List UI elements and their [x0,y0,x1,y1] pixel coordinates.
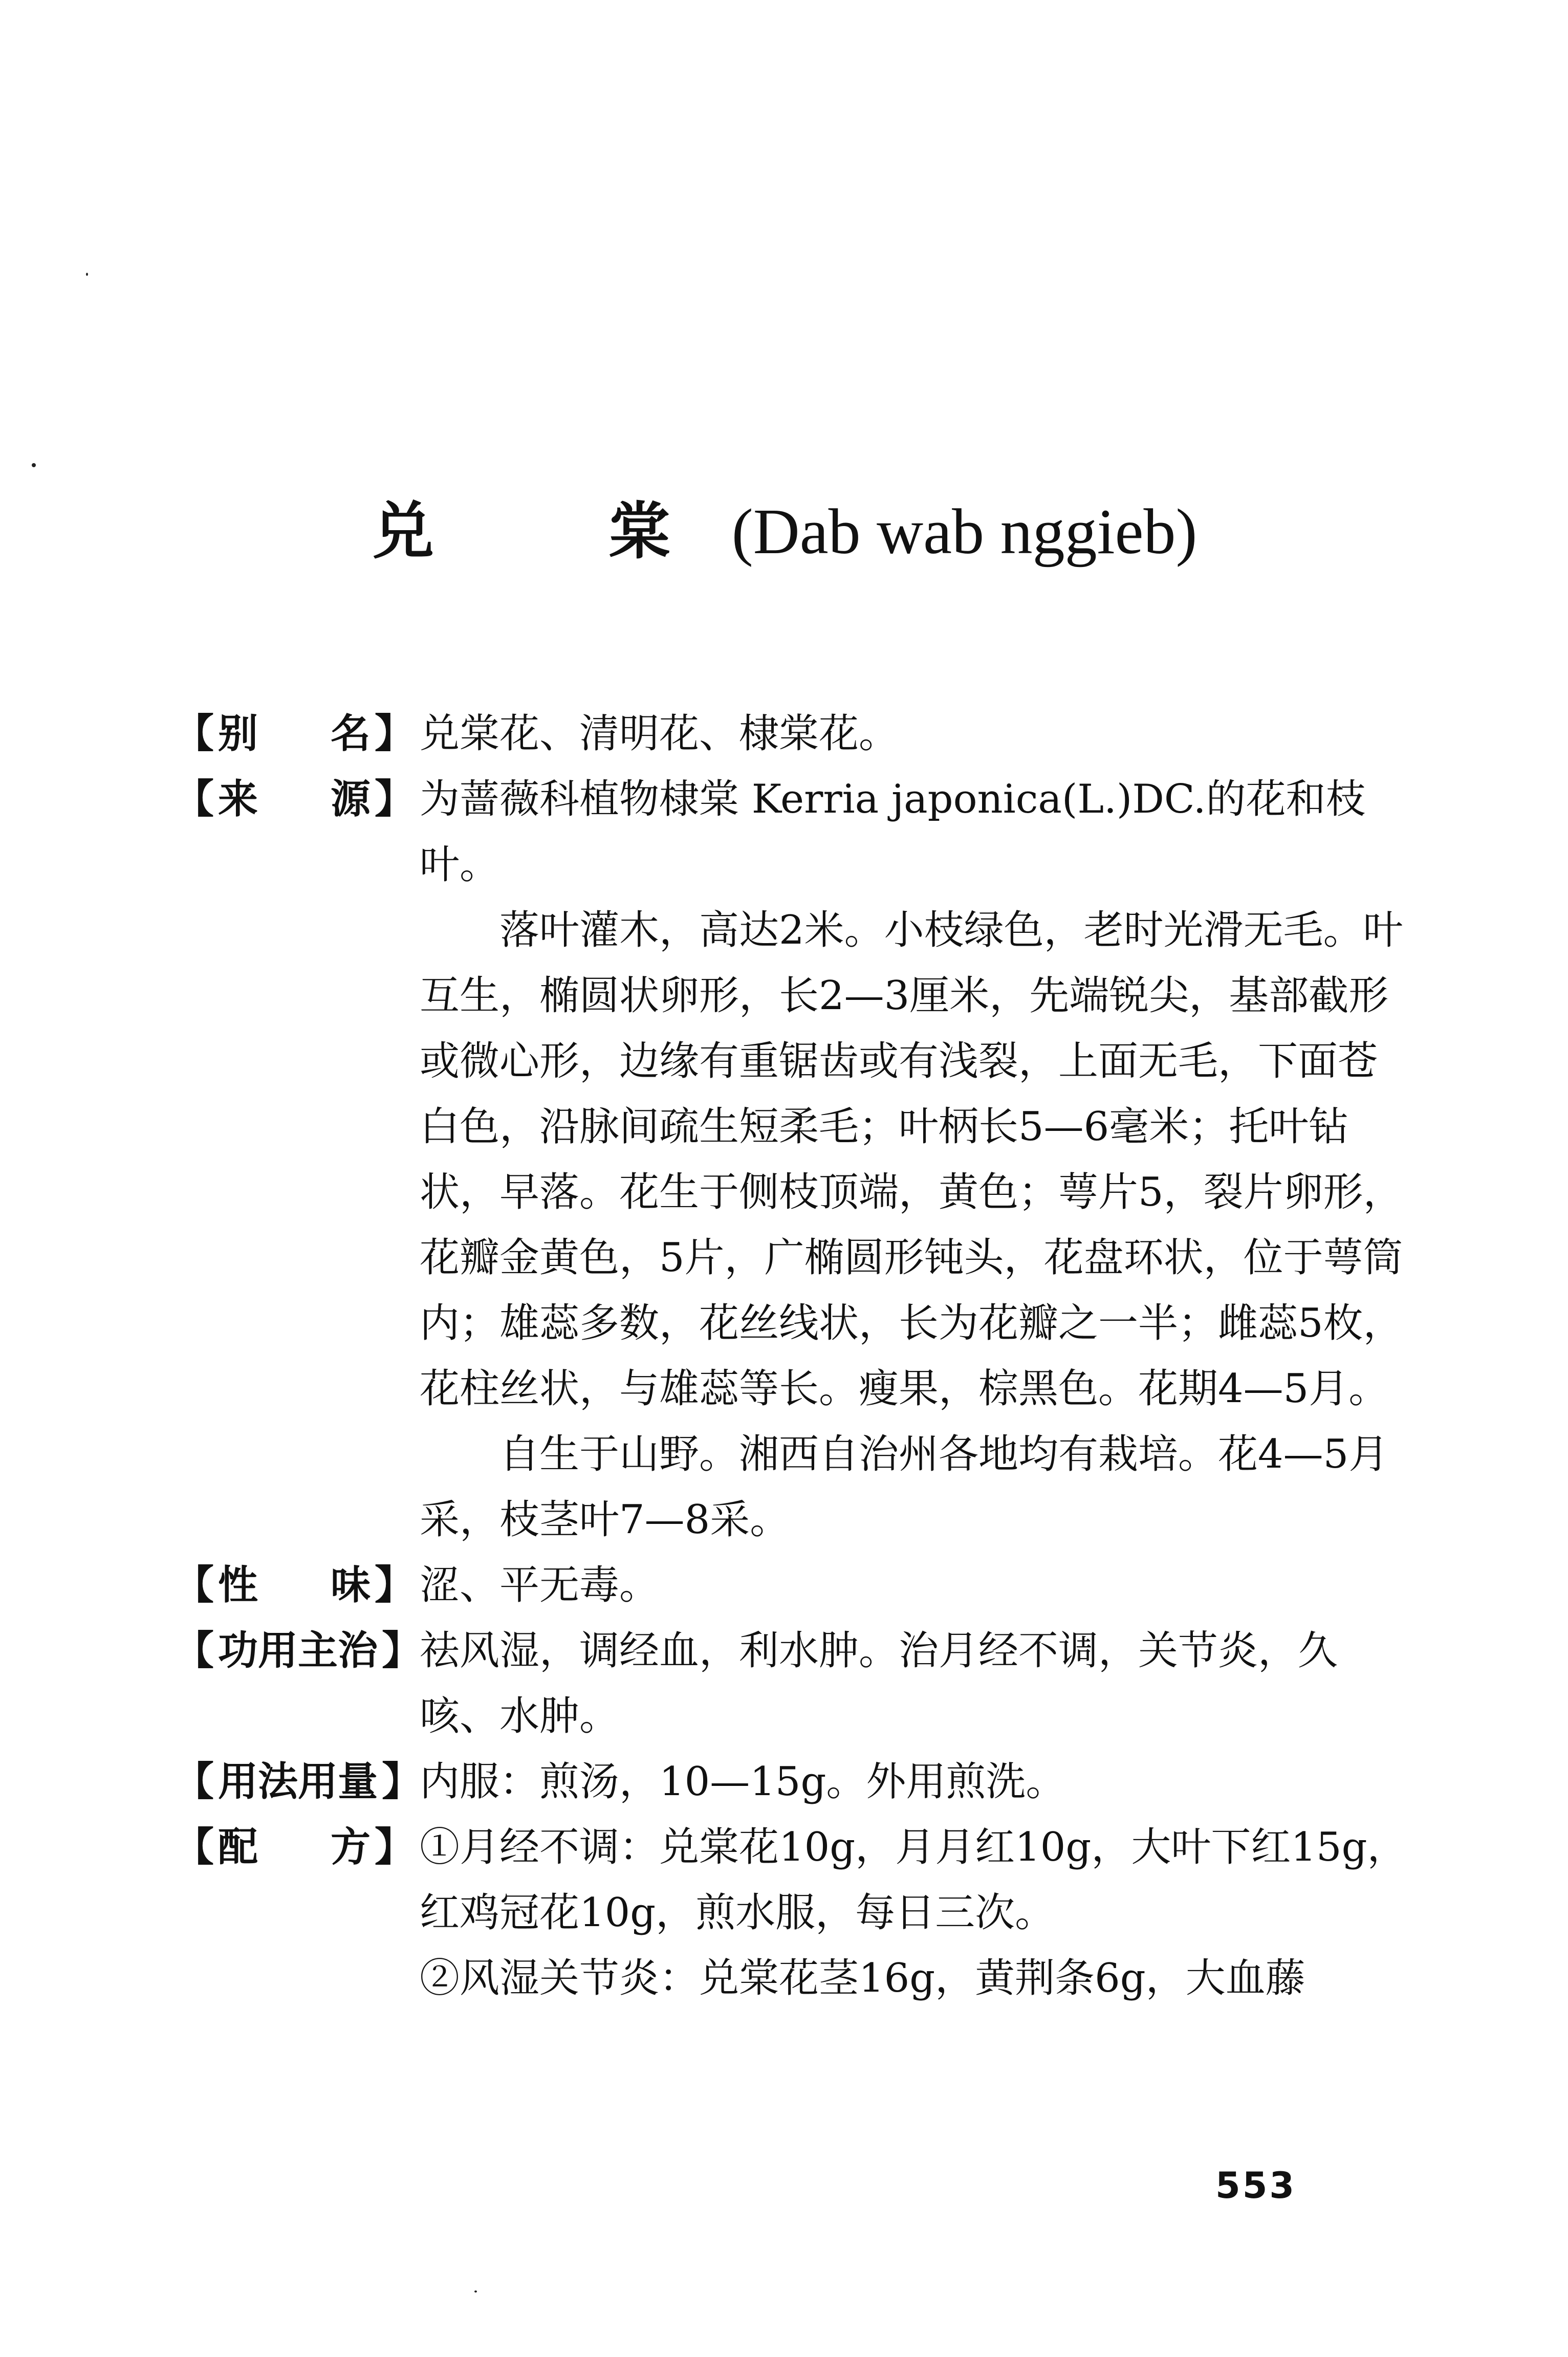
label-char: 性 [218,1562,258,1608]
title-latin: (Dab wab nggieb) [731,496,1197,568]
entry-nature-taste [174,1553,1412,1618]
scan-speck [474,2290,477,2293]
paragraph: 祛风湿，调经血，利水肿。治月经不调，关节炎，久咳、水肿。 [420,1628,1338,1739]
label-char: 量 [338,1759,378,1805]
paragraph: ②风湿关节炎：兑棠花茎16g，黄荆条6g，大血藤 [420,1955,1305,2001]
scan-speck [86,273,88,276]
label-char: 名 [330,711,371,757]
label-char: 主 [298,1628,338,1674]
paragraph: 落叶灌木，高达2米。小枝绿色，老时光滑无毛。叶互生，椭圆状卵形，长2—3厘米，先端锐尖，基部截形或微心形，边缘有重锯齿或有浅裂，上面无毛，下面苍白色，沿脉间疏生短柔毛；叶柄长5—6毫米；托叶钻状，早落。花生于侧枝顶端，黄色；萼片5，裂片卵形，花瓣金黄色，5片，广椭圆形钝头，花盘环状，位于萼筒内；雄蕊多数，花丝线状，长为花瓣之一半；雌蕊5枚，花柱丝状，与雄蕊等长。瘦果，棕黑色。花期4—5月。 [420,907,1403,1412]
label-char: 用 [218,1759,258,1805]
paragraph: 为蔷薇科植物棣棠 Kerria japonica(L.)DC.的花和枝叶。 [420,776,1366,888]
entry-content [420,1815,1412,2011]
title-chinese: 兑 棠 [373,496,747,568]
scan-speck [32,463,36,467]
entry-label: 【 来 源 】 [174,767,420,832]
page-title [373,489,1243,576]
entry-label: 【 性 味 】 [174,1553,420,1618]
entry-content [420,701,1412,767]
label-alias [214,701,375,767]
entry-label: 【 配 方 】 [174,1815,420,1880]
entry-label: 【 功 用 主 治 】 [174,1618,420,1684]
entry-content [420,767,1412,1553]
label-char: 配 [218,1824,258,1870]
label-char: 用 [298,1759,338,1805]
label-source [214,767,375,832]
label-nature-taste [214,1553,375,1618]
label-indications [214,1618,382,1684]
entry-content [420,1553,1412,1618]
entry-content [420,1749,1412,1815]
label-char: 味 [330,1562,371,1608]
entry-list [174,701,1412,2011]
label-prescription [214,1815,375,1880]
page-number: 553 [1215,2165,1297,2207]
paragraph: 涩、平无毒。 [420,1562,660,1608]
label-char: 法 [258,1759,298,1805]
label-char: 方 [330,1824,371,1870]
entry-alias [174,701,1412,767]
paragraph: 内服：煎汤，10—15g。外用煎洗。 [420,1759,1066,1805]
entry-source [174,767,1412,1553]
label-char: 用 [258,1628,298,1674]
entry-dosage [174,1749,1412,1815]
paragraph: ①月经不调：兑棠花10g，月月红10g，大叶下红15g，红鸡冠花10g，煎水服，每日三次。 [420,1824,1407,1936]
label-dosage [214,1749,382,1815]
entry-content [420,1618,1412,1749]
paragraph: 兑棠花、清明花、棣棠花。 [420,711,899,757]
label-char: 源 [330,776,371,822]
label-char: 来 [218,776,258,822]
entry-label: 【 别 名 】 [174,701,420,767]
label-char: 治 [338,1628,378,1674]
entry-indications [174,1618,1412,1749]
paragraph: 自生于山野。湘西自治州各地均有栽培。花4—5月采，枝茎叶7—8采。 [420,1431,1389,1543]
label-char: 别 [218,711,258,757]
label-char: 功 [218,1628,258,1674]
entry-label: 【 用 法 用 量 】 [174,1749,420,1815]
entry-prescription [174,1815,1412,2011]
